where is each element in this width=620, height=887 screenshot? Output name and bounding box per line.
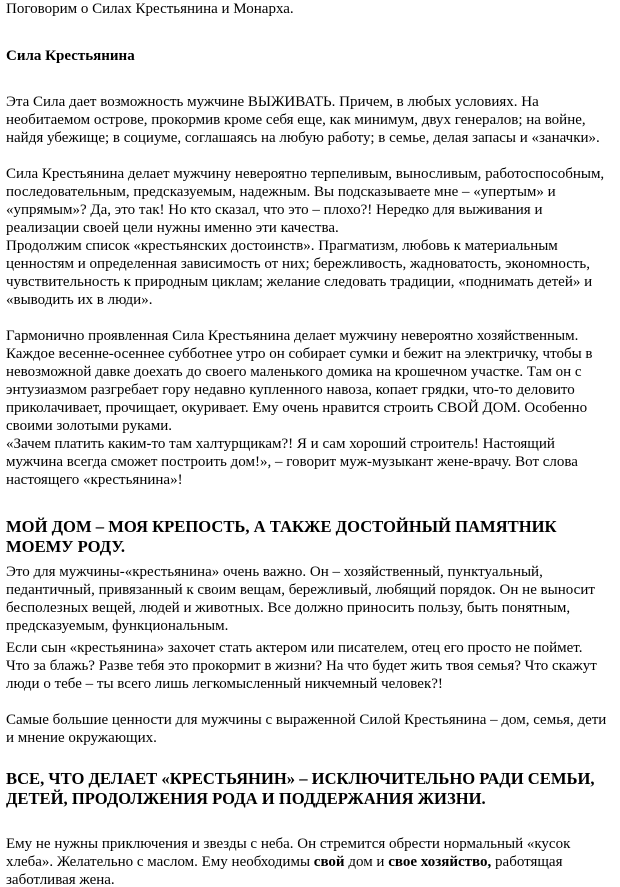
paragraph: Эта Сила дает возможность мужчине ВЫЖИВАТЬ. Причем, в любых условиях. На необитаемом острове, прокормив кроме себя еще, как минимум, двух генералов; на войне, найдя убежище; в социуме, соглашаясь на любую работу; в семье, делая запасы и «заначки». — [6, 94, 600, 146]
paragraph: Самые большие ценности для мужчины с выраженной Силой Крестьянина – дом, семья, дети и мнение окружающих. — [6, 712, 607, 746]
section-heading-my-home: МОЙ ДОМ – МОЯ КРЕПОСТЬ, А ТАКЖЕ ДОСТОЙНЫЙ ПАМЯТНИК МОЕМУ РОДУ. — [6, 517, 557, 556]
paragraph: Продолжим список «крестьянских достоинств». Прагматизм, любовь к материальным ценностям и определенная зависимость от них; бережливость, жадноватость, экономность, чувствительность к природным циклам; желание следовать традиции, «поднимать детей» и «выводить их в люди». — [6, 238, 593, 308]
text-run: Ему не нужны приключения и звезды с неба. Он стремится обрести нормальный «кусок хлеба». Желательно с маслом. Ему необходимы — [6, 836, 571, 870]
paragraph: Если сын «крестьянина» захочет стать актером или писателем, отец его просто не поймет. Что за блажь? Разве тебя это прокормит в жизни? На что будет жить твоя семья? Что скажут люди о тебе – ты всего лишь легкомысленный никчемный человек?! — [6, 640, 597, 692]
intro-line: Поговорим о Силах Крестьянина и Монарха. — [6, 1, 294, 17]
bold-text-run: свой — [313, 854, 345, 870]
document-page — [6, 0, 608, 887]
paragraph: Сила Крестьянина делает мужчину невероятно терпеливым, выносливым, работоспособным, последовательным, предсказуемым, надежным. Вы подсказываете мне – «упертым» и «упрямым»? Да, это так! Но кто сказал, что это – плохо?! Нередко для выживания и реализации своей цели нужны именно эти качества. — [6, 166, 605, 236]
paragraph-quote: «Зачем платить каким-то там халтурщикам?! Я и сам хороший строитель! Настоящий мужчина всегда сможет построить дом!», – говорит муж-музыкант жене-врачу. Вот слова настоящего «крестьянина»! — [6, 436, 578, 488]
paragraph — [6, 835, 608, 887]
paragraph: Гармонично проявленная Сила Крестьянина делает мужчину невероятно хозяйственным. Каждое весенне-осеннее субботнее утро он собирает сумки и бежит на электричку, чтобы в невозможной давке доехать до своего маленького домика на крошечном участке. Там он с энтузиазмом разгребает гору недавно купленного навоза, копает грядки, что-то деловито приколачивает, прочищает, окуривает. Ему очень нравится строить СВОЙ ДОМ. Особенно своими золотыми руками. — [6, 328, 593, 434]
text-run: дом и — [344, 854, 389, 870]
section-heading-for-family: ВСЕ, ЧТО ДЕЛАЕТ «КРЕСТЬЯНИН» – ИСКЛЮЧИТЕЛЬНО РАДИ СЕМЬИ, ДЕТЕЙ, ПРОДОЛЖЕНИЯ РОДА И ПОДДЕРЖАНИЯ ЖИЗНИ. — [6, 769, 595, 808]
text-run: работящая заботливая жена. — [6, 854, 563, 887]
paragraph: Это для мужчины-«крестьянина» очень важно. Он – хозяйственный, пунктуальный, педантичный, привязанный к своим вещам, бережливый, любящий порядок. Он не выносит бесполезных вещей, людей и животных. Все должно приносить пользу, быть понятным, предсказуемым, функциональным. — [6, 564, 595, 634]
section-heading-peasant-power: Сила Крестьянина — [6, 48, 135, 64]
bold-text-run: свое хозяйство, — [388, 854, 492, 870]
